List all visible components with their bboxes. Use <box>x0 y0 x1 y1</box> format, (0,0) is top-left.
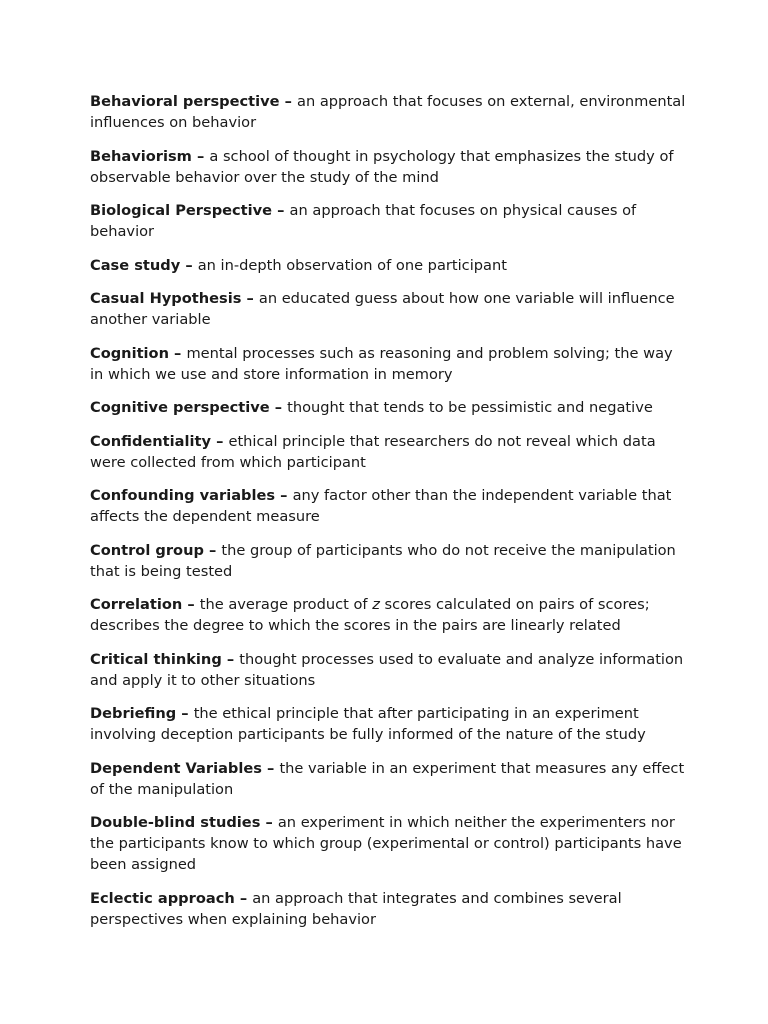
term-separator: – <box>234 889 253 907</box>
glossary-term: Casual Hypothesis <box>90 290 242 307</box>
glossary-term: Critical thinking <box>90 650 222 668</box>
glossary-term: Behaviorism <box>90 147 192 165</box>
glossary-term: Confounding variables <box>90 487 276 504</box>
glossary-entry <box>90 594 690 636</box>
glossary-entry <box>90 146 690 188</box>
glossary-term: Correlation <box>90 596 183 613</box>
term-separator: – <box>261 759 280 777</box>
term-separator: – <box>211 432 229 450</box>
term-separator: – <box>180 256 198 274</box>
glossary-definition: thought processes used to evaluate and analyze information and apply it to other situations <box>90 650 684 689</box>
glossary-definition: an approach that integrates and combines several perspectives when explaining behavior <box>90 889 622 928</box>
term-separator: – <box>191 147 210 165</box>
term-separator: – <box>275 487 293 504</box>
glossary-definition: mental processes such as reasoning and problem solving; the way in which we use and store information in memory <box>90 344 673 383</box>
glossary-term: Cognition <box>90 344 169 362</box>
glossary-term: Biological Perspective <box>90 202 273 219</box>
glossary-term: Case study <box>90 256 181 274</box>
glossary-entry <box>90 888 690 930</box>
glossary-term: Behavioral perspective <box>90 93 280 110</box>
glossary-definition: an approach that focuses on external, environmental influences on behavior <box>90 93 686 131</box>
glossary-entry <box>90 288 690 330</box>
glossary-definition: the ethical principle that after participating in an experiment involving deception participants be fully informed of the nature of the study <box>90 705 646 743</box>
glossary-definition: a school of thought in psychology that emphasizes the study of observable behavior over the study of the mind <box>90 147 674 186</box>
glossary-definition: the average product of <box>199 596 373 613</box>
glossary-term: Cognitive perspective <box>90 399 270 416</box>
term-separator: – <box>221 650 240 668</box>
glossary-entry <box>90 431 690 473</box>
term-separator: – <box>168 344 187 362</box>
term-separator: – <box>269 399 288 416</box>
glossary-entry <box>90 649 690 691</box>
term-separator: – <box>182 596 200 613</box>
glossary-definition: an approach that focuses on physical causes of behavior <box>90 202 637 240</box>
glossary-entry <box>90 200 690 242</box>
glossary-term: Dependent Variables <box>90 759 262 777</box>
glossary-definition-continued: scores calculated on pairs of scores; describes the degree to which the scores in the pairs are linearly related <box>90 596 650 634</box>
glossary-entry <box>90 91 690 133</box>
term-separator: – <box>279 93 298 110</box>
glossary-term: Control group <box>90 541 204 559</box>
glossary-definition: any factor other than the independent variable that affects the dependent measure <box>90 487 672 525</box>
glossary-entry <box>90 703 690 745</box>
glossary-term: Eclectic approach <box>90 889 235 907</box>
glossary-entry <box>90 758 690 800</box>
glossary-entry <box>90 540 690 582</box>
term-separator: – <box>176 705 194 722</box>
glossary-page <box>90 91 690 942</box>
glossary-definition: an experiment in which neither the experimenters nor the participants know to which group (experimental or control) participants have been assigned <box>90 814 682 873</box>
term-separator: – <box>241 290 259 307</box>
term-separator: – <box>260 814 278 831</box>
glossary-entry <box>90 343 690 385</box>
glossary-term: Debriefing <box>90 705 177 722</box>
glossary-definition: ethical principle that researchers do not reveal which data were collected from which participant <box>90 432 656 471</box>
glossary-term: Double-blind studies <box>90 814 261 831</box>
term-separator: – <box>203 541 222 559</box>
glossary-entry <box>90 485 690 527</box>
z-symbol: z <box>372 596 380 613</box>
glossary-definition: thought that tends to be pessimistic and negative <box>287 399 653 416</box>
glossary-term: Confidentiality <box>90 432 211 450</box>
glossary-definition: an in-depth observation of one participant <box>197 256 507 274</box>
glossary-entry <box>90 397 690 418</box>
glossary-entry <box>90 812 690 875</box>
glossary-definition: an educated guess about how one variable will influence another variable <box>90 290 675 328</box>
glossary-entry <box>90 255 690 276</box>
glossary-definition: the variable in an experiment that measures any effect of the manipulation <box>90 759 685 798</box>
glossary-definition: the group of participants who do not receive the manipulation that is being tested <box>90 541 676 580</box>
term-separator: – <box>272 202 290 219</box>
